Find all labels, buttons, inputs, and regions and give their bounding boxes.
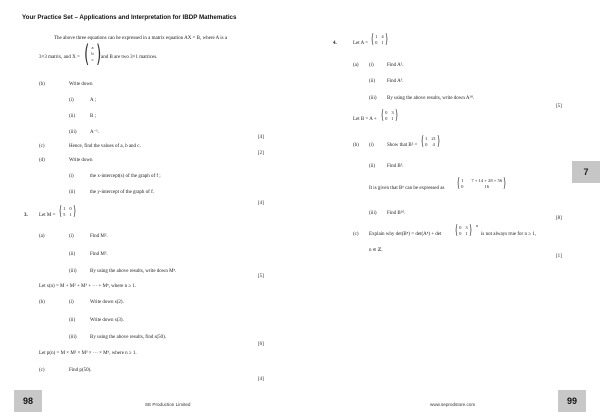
- part-d-i-text: the x-intercept(s) of the graph of f ;: [90, 174, 161, 179]
- q3-s-definition: Let s(n) = M + M² + M³ + ··· + Mⁿ, where n ≥ 1.: [39, 284, 137, 289]
- question-3-let: Let M =: [39, 213, 56, 218]
- given-bn-text: It is given that Bⁿ can be expressed as: [369, 186, 445, 191]
- matrix-m-11: 1: [63, 205, 66, 211]
- x-vector-c: c: [91, 57, 94, 62]
- page-header: Your Practice Set – Applications and Interpretation for IBDP Mathematics: [22, 14, 237, 21]
- part-d-text: Write down: [69, 158, 93, 163]
- q3-part-a-label: (a): [39, 234, 45, 239]
- x-vector: ( a b c ): [84, 40, 101, 68]
- intro-line-1: The above three equations can be expressed in a matrix equation AX = B, where A is a: [54, 36, 228, 41]
- q4-part-c-text-2: is not always true for n ≥ 1,: [481, 232, 536, 237]
- let-b-text: Let B = A +: [353, 117, 377, 122]
- q3-part-a-i-text: Find M².: [90, 234, 108, 239]
- q4-part-c-text-1: Explain why det(Bⁿ) = det(Aⁿ) + det: [369, 232, 442, 237]
- question-4-number: 4.: [333, 41, 337, 46]
- q4-part-a-iii-label: (iii): [369, 96, 377, 101]
- mark-4c: [1]: [556, 254, 562, 259]
- q3-part-b-ii-label: (ii): [69, 318, 76, 323]
- matrix-a-22: 1: [381, 39, 384, 45]
- matrix-b2-21: 0: [425, 141, 428, 147]
- matrix-m-22: 1: [69, 211, 72, 217]
- part-b-iii-text: A⁻¹.: [90, 130, 99, 135]
- q3-part-b-iii-text: By using the above results, find s(50).: [90, 335, 167, 340]
- q4-part-b-label: (b): [353, 143, 359, 148]
- matrix-b2-22: 4: [432, 141, 435, 147]
- matrix-bn-11: 1: [461, 177, 464, 183]
- part-b-label: (b): [39, 82, 45, 87]
- q3-part-b-i-label: (i): [69, 300, 74, 305]
- q4-part-b-i-label: (i): [369, 143, 374, 148]
- part-d-label: (d): [39, 158, 45, 163]
- mark-c: [2]: [258, 151, 264, 156]
- question-3-number: 3.: [24, 213, 28, 218]
- matrix-bn: ( 1 7 + 14 + 28 + 56 0 16 ): [457, 176, 507, 191]
- q3-part-b-ii-text: Write down s(3).: [90, 318, 124, 323]
- q4-part-b-ii-label: (ii): [369, 164, 376, 169]
- mark-4b: [8]: [556, 216, 562, 221]
- matrix-c-21: 0: [459, 230, 462, 236]
- part-b-ii-label: (ii): [69, 114, 76, 119]
- q4-part-a-label: (a): [353, 63, 359, 68]
- mark-4a: [5]: [556, 104, 562, 109]
- q4-part-a-ii-label: (ii): [369, 79, 376, 84]
- q4-part-b-i-text: Show that B² =: [387, 143, 418, 148]
- question-4-let: Let A =: [353, 41, 369, 46]
- matrix-m-12: 0: [69, 205, 72, 211]
- q3-part-a-i-label: (i): [69, 234, 74, 239]
- q3-part-a-ii-text: Find M³.: [90, 252, 108, 257]
- mark-d: [4]: [258, 201, 264, 206]
- matrix-bn-22: 16: [484, 183, 490, 189]
- q3-part-a-iii-label: (iii): [69, 269, 77, 274]
- matrix-c-11: 0: [459, 224, 462, 230]
- part-b-ii-text: B ;: [90, 114, 96, 119]
- q4-part-b-iii-text: Find B¹⁰.: [387, 211, 406, 216]
- part-b-i-label: (i): [69, 98, 74, 103]
- part-c-label: (c): [39, 144, 45, 149]
- q4-part-a-ii-text: Find A³.: [387, 79, 404, 84]
- x-vector-b: b: [91, 51, 94, 56]
- part-d-i-label: (i): [69, 174, 74, 179]
- matrix-b-addend-22: 1: [391, 115, 394, 121]
- matrix-b-addend: ( 0 3 0 1 ): [381, 108, 398, 123]
- q3-part-c-text: Find p(50).: [69, 368, 92, 373]
- q4-part-c-text-3: n ∈ ℤ.: [369, 248, 383, 253]
- q4-part-b-iii-label: (iii): [369, 211, 377, 216]
- part-c-text: Hence, find the values of a, b and c.: [69, 144, 141, 149]
- intro-line-2b: and B are two 3×1 matrices.: [101, 55, 158, 60]
- q3-part-a-ii-label: (ii): [69, 252, 76, 257]
- publisher-name: SE Production Limited: [145, 402, 191, 407]
- part-d-ii-label: (ii): [69, 190, 76, 195]
- matrix-a: ( 1 4 0 1 ): [371, 32, 388, 47]
- matrix-b2-12: 21: [431, 135, 436, 141]
- matrix-c-power: n: [476, 223, 478, 228]
- q4-part-c-label: (c): [353, 232, 359, 237]
- intro-line-2a: 3×3 matrix, and X =: [39, 55, 80, 60]
- x-vector-a: a: [91, 45, 94, 50]
- matrix-b-squared: ( 1 21 0 4 ): [421, 134, 440, 149]
- q3-p-definition: Let p(n) = M × M² × M³ × ··· × Mⁿ, where n ≥ 1.: [39, 351, 137, 356]
- page-number-right: 99: [558, 390, 586, 412]
- matrix-c-det: ( 0 3 0 1 ): [455, 223, 472, 238]
- q3-part-b-label: (b): [39, 300, 45, 305]
- matrix-c-22: 1: [465, 230, 468, 236]
- q3-part-a-iii-text: By using the above results, write down Mⁿ.: [90, 269, 177, 274]
- matrix-c-12: 3: [465, 224, 468, 230]
- mark-3a: [5]: [258, 274, 264, 279]
- part-b-text: Write down: [69, 82, 93, 87]
- matrix-m: ( 1 0 5 1 ): [59, 204, 76, 219]
- q3-part-c-label: (c): [39, 368, 45, 373]
- matrix-a-12: 4: [381, 33, 384, 39]
- matrix-bn-21: 0: [461, 183, 464, 189]
- q4-part-a-i-text: Find A².: [387, 63, 404, 68]
- q4-part-a-iii-text: By using the above results, write down A¹⁰.: [387, 96, 475, 101]
- website-url: www.seprodstore.com: [430, 402, 476, 407]
- mark-b: [4]: [258, 135, 264, 140]
- part-b-i-text: A ;: [90, 98, 96, 103]
- mark-3c: [4]: [258, 377, 264, 382]
- mark-3b: [6]: [258, 342, 264, 347]
- q4-part-a-i-label: (i): [369, 63, 374, 68]
- chapter-tab: 7: [572, 161, 600, 183]
- matrix-a-11: 1: [375, 33, 378, 39]
- matrix-b-addend-12: 3: [391, 109, 394, 115]
- q3-part-b-i-text: Write down s(2).: [90, 300, 124, 305]
- part-d-ii-text: the y-intercept of the graph of f.: [90, 190, 155, 195]
- matrix-b-addend-21: 0: [385, 115, 388, 121]
- matrix-m-21: 5: [63, 211, 66, 217]
- matrix-b2-11: 1: [425, 135, 428, 141]
- matrix-bn-12: 7 + 14 + 28 + 56: [471, 177, 503, 183]
- q3-part-b-iii-label: (iii): [69, 335, 77, 340]
- q4-part-b-ii-text: Find B³.: [387, 164, 404, 169]
- part-b-iii-label: (iii): [69, 130, 77, 135]
- matrix-b-addend-11: 0: [385, 109, 388, 115]
- page-number-left: 98: [14, 390, 42, 412]
- matrix-a-21: 0: [375, 39, 378, 45]
